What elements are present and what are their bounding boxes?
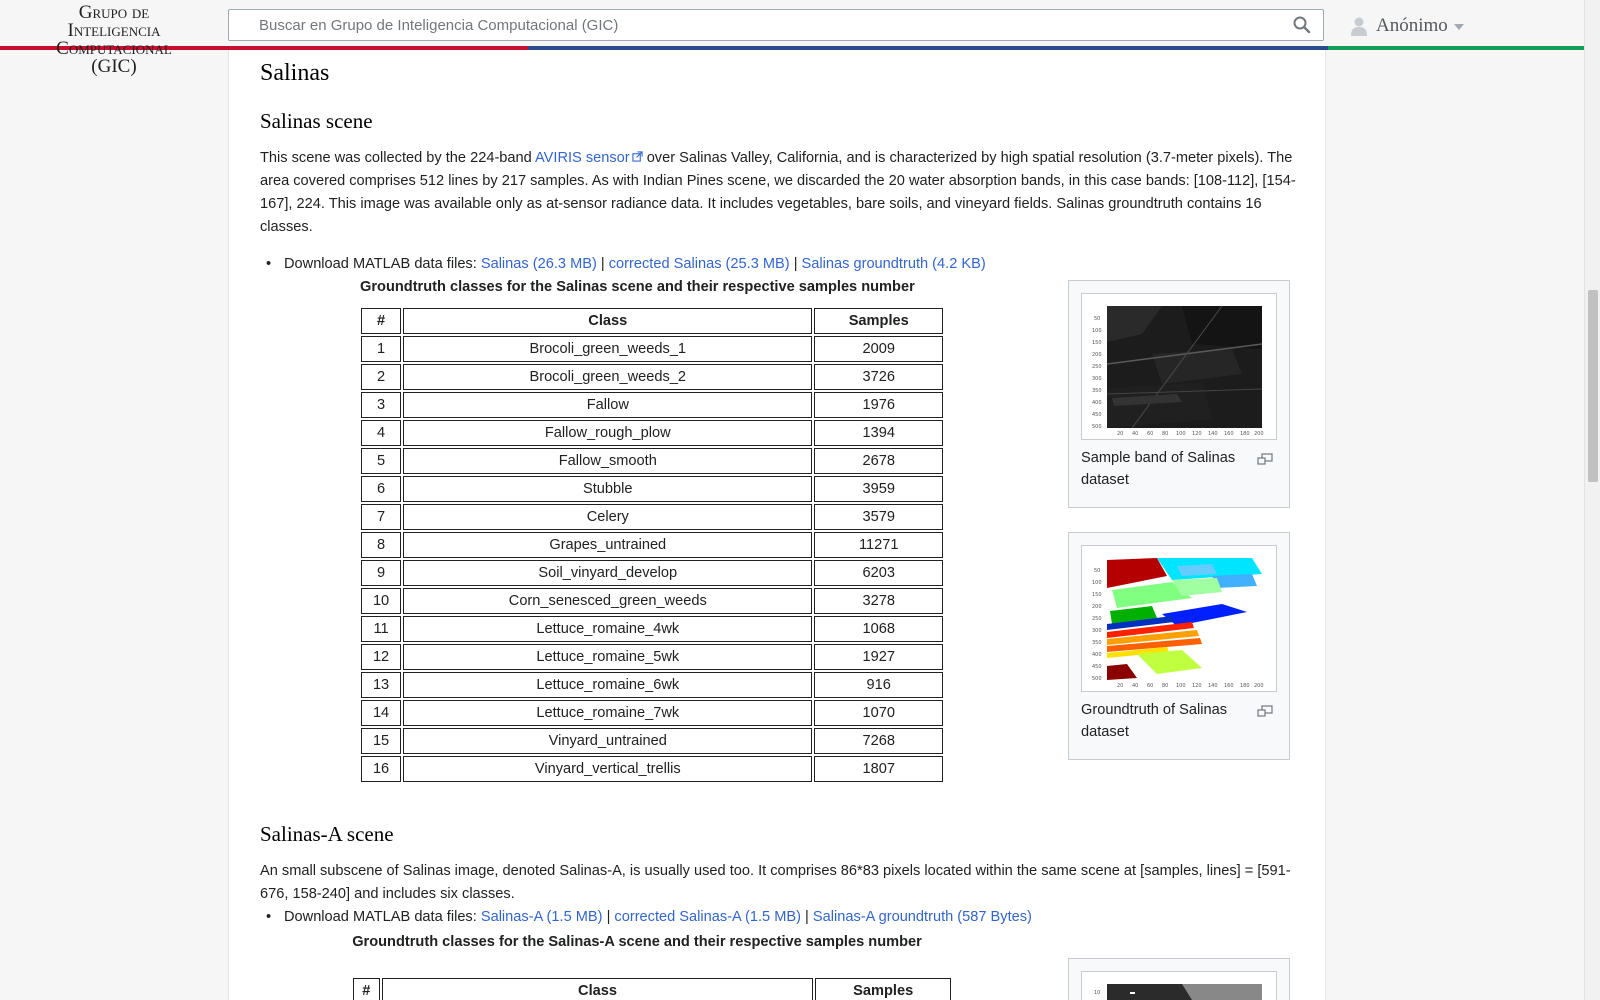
- table-row: [361, 532, 943, 558]
- salinas-groundtruth-table: [359, 306, 945, 784]
- svg-text:150: 150: [1092, 592, 1102, 598]
- svg-text:400: 400: [1092, 400, 1102, 406]
- cell-samples: 1927: [814, 644, 943, 670]
- cell-class: Brocoli_green_weeds_2: [403, 364, 812, 390]
- salinas-a-groundtruth-table: [351, 976, 953, 1000]
- table-row: [361, 756, 943, 782]
- salinas-a-download-item: [284, 906, 1032, 928]
- svg-text:180: 180: [1240, 431, 1250, 437]
- page-scrollbar[interactable]: [1584, 0, 1600, 1000]
- svg-text:80: 80: [1162, 683, 1169, 689]
- thumbnail-caption: Groundtruth of Salinas dataset: [1081, 702, 1228, 740]
- site-logo[interactable]: [0, 4, 228, 76]
- svg-text:60: 60: [1147, 683, 1154, 689]
- logo-line-2: Inteligencia: [67, 20, 161, 41]
- cell-number: 10: [361, 588, 401, 614]
- svg-text:450: 450: [1092, 664, 1102, 670]
- scrollbar-thumb[interactable]: [1588, 290, 1598, 482]
- salinas-a-image[interactable]: [1081, 971, 1277, 1000]
- table-row: [361, 700, 943, 726]
- cell-samples: 1070: [814, 700, 943, 726]
- svg-text:20: 20: [1117, 431, 1124, 437]
- salinas-groundtruth-link[interactable]: Salinas groundtruth (4.2 KB): [801, 256, 986, 272]
- cell-samples: 11271: [814, 532, 943, 558]
- svg-text:300: 300: [1092, 376, 1102, 382]
- table-row: [361, 588, 943, 614]
- thumbnail-groundtruth: [1068, 532, 1290, 760]
- svg-text:60: 60: [1147, 431, 1154, 437]
- table-row: [361, 420, 943, 446]
- svg-text:20: 20: [1117, 683, 1124, 689]
- column-header-class: Class: [382, 978, 814, 1000]
- cell-number: 1: [361, 336, 401, 362]
- download-label: Download MATLAB data files:: [284, 909, 481, 925]
- link-separator: |: [602, 909, 615, 925]
- svg-text:10: 10: [1094, 990, 1101, 996]
- cell-samples: 1807: [814, 756, 943, 782]
- search-input[interactable]: [229, 10, 1269, 40]
- table-row: [361, 392, 943, 418]
- salinas-a-table-caption: Groundtruth classes for the Salinas-A scene and their respective samples number: [352, 934, 922, 950]
- cell-number: 14: [361, 700, 401, 726]
- svg-text:200: 200: [1092, 604, 1102, 610]
- cell-samples: 2678: [814, 448, 943, 474]
- thumbnail-caption: Sample band of Salinas dataset: [1081, 450, 1236, 488]
- cell-number: 4: [361, 420, 401, 446]
- column-header-class: Class: [403, 308, 812, 334]
- svg-text:180: 180: [1240, 683, 1250, 689]
- svg-text:50: 50: [1094, 316, 1101, 322]
- header-color-bar: [0, 46, 1584, 50]
- table-header-row: [353, 978, 951, 1000]
- cell-samples: 3959: [814, 476, 943, 502]
- svg-text:80: 80: [1162, 431, 1169, 437]
- user-icon: [1350, 16, 1368, 36]
- cell-samples: 916: [814, 672, 943, 698]
- svg-text:150: 150: [1092, 340, 1102, 346]
- table-row: [361, 728, 943, 754]
- svg-text:50: 50: [1094, 568, 1101, 574]
- svg-text:100: 100: [1092, 580, 1102, 586]
- svg-text:160: 160: [1224, 683, 1234, 689]
- download-label: Download MATLAB data files:: [284, 256, 481, 272]
- cell-samples: 1976: [814, 392, 943, 418]
- cell-samples: 2009: [814, 336, 943, 362]
- cell-class: Fallow: [403, 392, 812, 418]
- cell-number: 11: [361, 616, 401, 642]
- cell-samples: 3726: [814, 364, 943, 390]
- chevron-down-icon: [1454, 24, 1464, 30]
- svg-text:450: 450: [1092, 412, 1102, 418]
- thumbnail-sample-band: [1068, 280, 1290, 508]
- salinas-table-caption: Groundtruth classes for the Salinas scene and their respective samples number: [360, 279, 915, 295]
- salinas-desc-post: over Salinas Valley, California, and is characterized by high spatial resolution (3.7-meter pixels). The area covered comprises 512 lines by 217 samples. As with Indian Pines scene, we discarded the 20 water absorption bands, in this case bands: [108-112], [154-167], 224. This image was available only as at-sensor radiance data. It includes vegetables, bare soils, and vineyard fields. Salinas groundtruth contains 16 classes.: [260, 150, 1296, 235]
- svg-text:500: 500: [1092, 424, 1102, 430]
- sample-band-image[interactable]: [1081, 293, 1277, 440]
- sample-band-picture: [1082, 294, 1276, 439]
- svg-text:250: 250: [1092, 616, 1102, 622]
- salinas-description: [260, 147, 1300, 239]
- salinas-a-picture: [1082, 972, 1276, 1000]
- cell-number: 7: [361, 504, 401, 530]
- logo-line-3: Computacional: [56, 38, 172, 59]
- svg-text:100: 100: [1176, 683, 1186, 689]
- table-row: [361, 364, 943, 390]
- aviris-link-label: AVIRIS sensor: [535, 150, 630, 166]
- salinas-download-item: [284, 253, 986, 275]
- bar-segment-green: [1328, 46, 1584, 50]
- table-row: [361, 560, 943, 586]
- external-link-icon: [632, 151, 643, 162]
- cell-samples: 6203: [814, 560, 943, 586]
- logo-line-1: Grupo de: [78, 2, 150, 23]
- svg-text:140: 140: [1208, 683, 1218, 689]
- column-header-samples: Samples: [815, 978, 951, 1000]
- table-row: [361, 672, 943, 698]
- svg-text:200: 200: [1254, 683, 1264, 689]
- column-header-number: #: [361, 308, 401, 334]
- svg-text:350: 350: [1092, 640, 1102, 646]
- salinas-a-description: An small subscene of Salinas image, denoted Salinas-A, is usually used too. It comprises 86*83 pixels located within the same scene at [samples, lines] = [591-676, 158-240] and includes six classes.: [260, 863, 1291, 902]
- cell-number: 15: [361, 728, 401, 754]
- groundtruth-image[interactable]: [1081, 545, 1277, 692]
- cell-class: Fallow_rough_plow: [403, 420, 812, 446]
- groundtruth-picture: [1082, 546, 1276, 691]
- svg-text:250: 250: [1092, 364, 1102, 370]
- magnify-icon[interactable]: [1257, 453, 1273, 465]
- cell-number: 6: [361, 476, 401, 502]
- svg-text:100: 100: [1176, 431, 1186, 437]
- cell-class: Celery: [403, 504, 812, 530]
- link-separator: |: [596, 256, 609, 272]
- link-separator: |: [789, 256, 802, 272]
- thumbnail-salinas-a: [1068, 958, 1290, 1000]
- svg-text:500: 500: [1092, 676, 1102, 682]
- cell-number: 3: [361, 392, 401, 418]
- salinas-a-groundtruth-link[interactable]: Salinas-A groundtruth (587 Bytes): [812, 909, 1032, 925]
- salinas-a-data-link[interactable]: Salinas-A (1.5 MB): [480, 909, 603, 925]
- table-row: [361, 336, 943, 362]
- main-content: [228, 50, 1326, 1000]
- search-box: [228, 9, 1324, 41]
- cell-class: Corn_senesced_green_weeds: [403, 588, 812, 614]
- svg-text:140: 140: [1208, 431, 1218, 437]
- cell-number: 12: [361, 644, 401, 670]
- svg-text:200: 200: [1254, 431, 1264, 437]
- svg-text:300: 300: [1092, 628, 1102, 634]
- magnify-icon[interactable]: [1257, 705, 1273, 717]
- table-row: [361, 448, 943, 474]
- cell-class: Soil_vinyard_develop: [403, 560, 812, 586]
- cell-number: 13: [361, 672, 401, 698]
- cell-samples: 3579: [814, 504, 943, 530]
- svg-text:200: 200: [1092, 352, 1102, 358]
- cell-class: Lettuce_romaine_4wk: [403, 616, 812, 642]
- cell-class: Grapes_untrained: [403, 532, 812, 558]
- svg-text:350: 350: [1092, 388, 1102, 394]
- table-row: [361, 476, 943, 502]
- cell-samples: 1068: [814, 616, 943, 642]
- link-separator: |: [800, 909, 813, 925]
- cell-class: Brocoli_green_weeds_1: [403, 336, 812, 362]
- svg-text:100: 100: [1092, 328, 1102, 334]
- page-section-heading: Salinas: [260, 60, 330, 86]
- cell-class: Stubble: [403, 476, 812, 502]
- cell-number: 5: [361, 448, 401, 474]
- cell-number: 16: [361, 756, 401, 782]
- corrected-salinas-a-link[interactable]: corrected Salinas-A (1.5 MB): [614, 909, 801, 925]
- user-label: Anónimo: [1376, 15, 1448, 36]
- salinas-desc-pre: This scene was collected by the 224-band: [260, 150, 536, 166]
- cell-class: Vinyard_vertical_trellis: [403, 756, 812, 782]
- cell-number: 9: [361, 560, 401, 586]
- logo-line-4: (GIC): [91, 56, 137, 77]
- cell-number: 8: [361, 532, 401, 558]
- search-icon[interactable]: [1292, 15, 1312, 35]
- svg-text:40: 40: [1132, 431, 1139, 437]
- cell-number: 2: [361, 364, 401, 390]
- table-row: [361, 504, 943, 530]
- salinas-scene-heading: Salinas scene: [260, 109, 373, 133]
- cell-class: Lettuce_romaine_5wk: [403, 644, 812, 670]
- cell-class: Lettuce_romaine_7wk: [403, 700, 812, 726]
- svg-text:40: 40: [1132, 683, 1139, 689]
- cell-class: Vinyard_untrained: [403, 728, 812, 754]
- aviris-sensor-link[interactable]: [535, 150, 643, 166]
- table-row: [361, 644, 943, 670]
- cell-samples: 7268: [814, 728, 943, 754]
- salinas-data-link[interactable]: Salinas (26.3 MB): [480, 256, 597, 272]
- column-header-samples: Samples: [814, 308, 943, 334]
- cell-class: Fallow_smooth: [403, 448, 812, 474]
- salinas-a-scene-heading: Salinas-A scene: [260, 822, 394, 846]
- column-header-number: #: [353, 978, 380, 1000]
- svg-text:120: 120: [1192, 683, 1202, 689]
- table-header-row: [361, 308, 943, 334]
- cell-class: Lettuce_romaine_6wk: [403, 672, 812, 698]
- svg-text:400: 400: [1092, 652, 1102, 658]
- user-menu[interactable]: [1350, 15, 1464, 37]
- svg-text:120: 120: [1192, 431, 1202, 437]
- cell-samples: 3278: [814, 588, 943, 614]
- table-row: [361, 616, 943, 642]
- bar-segment-blue: [528, 46, 1328, 50]
- svg-text:160: 160: [1224, 431, 1234, 437]
- cell-samples: 1394: [814, 420, 943, 446]
- corrected-salinas-link[interactable]: corrected Salinas (25.3 MB): [608, 256, 790, 272]
